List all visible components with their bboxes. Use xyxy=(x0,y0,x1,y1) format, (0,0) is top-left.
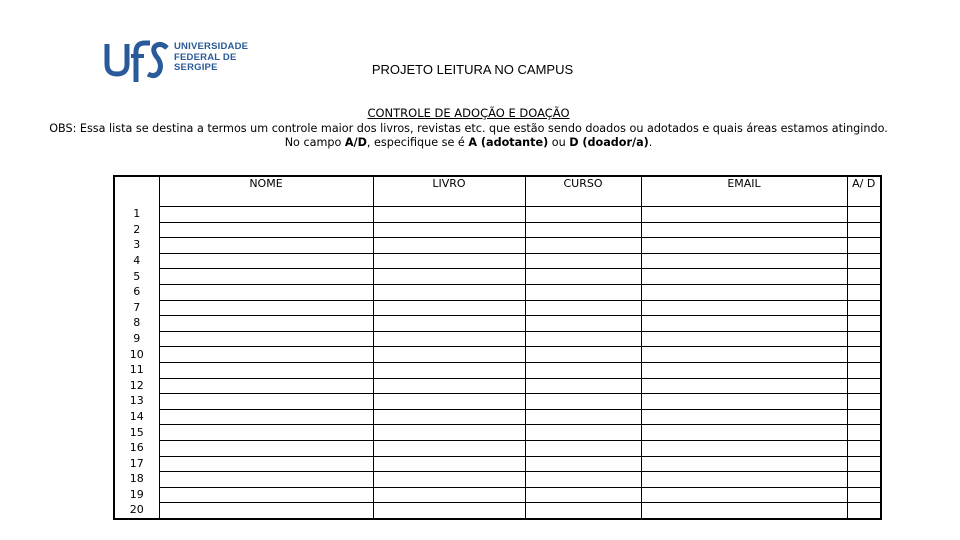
cell-ad[interactable] xyxy=(847,238,881,254)
cell-ad[interactable] xyxy=(847,362,881,378)
row-number: 11 xyxy=(114,362,159,378)
table-row xyxy=(114,222,881,238)
cell-email[interactable] xyxy=(641,362,847,378)
obs-text: ou xyxy=(548,136,570,149)
cell-livro[interactable] xyxy=(373,487,525,503)
cell-livro[interactable] xyxy=(373,347,525,363)
cell-livro[interactable] xyxy=(373,300,525,316)
table-row xyxy=(114,347,881,363)
page-title: PROJETO LEITURA NO CAMPUS xyxy=(371,62,574,77)
cell-curso[interactable] xyxy=(525,269,641,285)
obs-line-2 xyxy=(0,136,937,150)
row-number: 10 xyxy=(114,347,159,363)
cell-email[interactable] xyxy=(641,207,847,223)
observation-note xyxy=(0,122,937,150)
table-row xyxy=(114,472,881,488)
cell-email[interactable] xyxy=(641,425,847,441)
cell-ad[interactable] xyxy=(847,440,881,456)
cell-livro[interactable] xyxy=(373,316,525,332)
cell-ad[interactable] xyxy=(847,487,881,503)
header-email: EMAIL xyxy=(641,176,847,207)
row-number: 17 xyxy=(114,456,159,472)
table-row xyxy=(114,316,881,332)
row-number: 18 xyxy=(114,472,159,488)
cell-curso[interactable] xyxy=(525,362,641,378)
cell-curso[interactable] xyxy=(525,316,641,332)
header-nome: NOME xyxy=(159,176,373,207)
cell-nome[interactable] xyxy=(159,331,373,347)
cell-livro[interactable] xyxy=(373,362,525,378)
cell-curso[interactable] xyxy=(525,487,641,503)
cell-livro[interactable] xyxy=(373,269,525,285)
cell-livro[interactable] xyxy=(373,409,525,425)
header-curso: CURSO xyxy=(525,176,641,207)
table-row xyxy=(114,300,881,316)
obs-text: . xyxy=(648,136,653,149)
logo-line: UNIVERSIDADE xyxy=(174,41,249,52)
cell-nome[interactable] xyxy=(159,472,373,488)
cell-nome[interactable] xyxy=(159,425,373,441)
cell-email[interactable] xyxy=(641,378,847,394)
cell-nome[interactable] xyxy=(159,316,373,332)
cell-curso[interactable] xyxy=(525,472,641,488)
row-number: 2 xyxy=(114,222,159,238)
logo-line: FEDERAL DE xyxy=(174,51,237,63)
cell-ad[interactable] xyxy=(847,331,881,347)
cell-nome[interactable] xyxy=(159,269,373,285)
cell-nome[interactable] xyxy=(159,284,373,300)
cell-curso[interactable] xyxy=(525,440,641,456)
cell-ad[interactable] xyxy=(847,347,881,363)
cell-nome[interactable] xyxy=(159,300,373,316)
cell-ad[interactable] xyxy=(847,394,881,410)
table-row xyxy=(114,394,881,410)
cell-livro[interactable] xyxy=(373,222,525,238)
cell-livro[interactable] xyxy=(373,503,525,519)
cell-nome[interactable] xyxy=(159,378,373,394)
cell-nome[interactable] xyxy=(159,394,373,410)
cell-ad[interactable] xyxy=(847,253,881,269)
cell-livro[interactable] xyxy=(373,472,525,488)
row-number: 15 xyxy=(114,425,159,441)
cell-nome[interactable] xyxy=(159,222,373,238)
row-number: 13 xyxy=(114,394,159,410)
cell-ad[interactable] xyxy=(847,472,881,488)
cell-ad[interactable] xyxy=(847,425,881,441)
cell-email[interactable] xyxy=(641,472,847,488)
cell-email[interactable] xyxy=(641,331,847,347)
cell-curso[interactable] xyxy=(525,222,641,238)
cell-curso[interactable] xyxy=(525,284,641,300)
row-number: 19 xyxy=(114,487,159,503)
cell-livro[interactable] xyxy=(373,456,525,472)
cell-curso[interactable] xyxy=(525,207,641,223)
row-number: 4 xyxy=(114,253,159,269)
obs-field-ad: A/D xyxy=(344,136,367,149)
page-subtitle: CONTROLE DE ADOÇÃO E DOAÇÃO xyxy=(367,106,570,120)
cell-email[interactable] xyxy=(641,487,847,503)
cell-ad[interactable] xyxy=(847,222,881,238)
cell-email[interactable] xyxy=(641,316,847,332)
table-row xyxy=(114,425,881,441)
cell-curso[interactable] xyxy=(525,425,641,441)
header-ad: A/ D xyxy=(847,176,881,207)
table-row xyxy=(114,284,881,300)
cell-ad[interactable] xyxy=(847,207,881,223)
row-number: 7 xyxy=(114,300,159,316)
row-number: 8 xyxy=(114,316,159,332)
cell-livro[interactable] xyxy=(373,331,525,347)
cell-nome[interactable] xyxy=(159,207,373,223)
cell-ad[interactable] xyxy=(847,456,881,472)
cell-livro[interactable] xyxy=(373,238,525,254)
table-row xyxy=(114,487,881,503)
cell-curso[interactable] xyxy=(525,394,641,410)
table-row xyxy=(114,378,881,394)
cell-livro[interactable] xyxy=(373,425,525,441)
cell-ad[interactable] xyxy=(847,300,881,316)
cell-livro[interactable] xyxy=(373,394,525,410)
logo-line: SERGIPE xyxy=(174,62,218,73)
table-row xyxy=(114,207,881,223)
table-row xyxy=(114,253,881,269)
cell-nome[interactable] xyxy=(159,347,373,363)
cell-email[interactable] xyxy=(641,253,847,269)
obs-text: No campo xyxy=(284,136,345,149)
table-row xyxy=(114,269,881,285)
cell-nome[interactable] xyxy=(159,456,373,472)
header-livro: LIVRO xyxy=(373,176,525,207)
cell-ad[interactable] xyxy=(847,503,881,519)
cell-ad[interactable] xyxy=(847,378,881,394)
row-number: 3 xyxy=(114,238,159,254)
header-number xyxy=(114,176,159,207)
cell-nome[interactable] xyxy=(159,409,373,425)
cell-curso[interactable] xyxy=(525,378,641,394)
obs-text: , especifique se é xyxy=(366,136,469,149)
row-number: 20 xyxy=(114,503,159,519)
cell-email[interactable] xyxy=(641,222,847,238)
cell-nome[interactable] xyxy=(159,253,373,269)
cell-curso[interactable] xyxy=(525,347,641,363)
cell-curso[interactable] xyxy=(525,409,641,425)
cell-email[interactable] xyxy=(641,394,847,410)
cell-email[interactable] xyxy=(641,503,847,519)
cell-email[interactable] xyxy=(641,456,847,472)
table-row xyxy=(114,238,881,254)
row-number: 9 xyxy=(114,331,159,347)
cell-nome[interactable] xyxy=(159,487,373,503)
cell-ad[interactable] xyxy=(847,316,881,332)
table-row xyxy=(114,456,881,472)
registration-table xyxy=(113,175,882,520)
cell-email[interactable] xyxy=(641,440,847,456)
obs-option-a: A (adotante) xyxy=(468,136,549,149)
cell-curso[interactable] xyxy=(525,456,641,472)
row-number: 16 xyxy=(114,440,159,456)
table-row xyxy=(114,503,881,519)
cell-livro[interactable] xyxy=(373,378,525,394)
table-row xyxy=(114,409,881,425)
obs-option-d: D (doador/a) xyxy=(569,136,649,149)
cell-curso[interactable] xyxy=(525,253,641,269)
cell-nome[interactable] xyxy=(159,503,373,519)
cell-nome[interactable] xyxy=(159,362,373,378)
cell-nome[interactable] xyxy=(159,440,373,456)
obs-line-1: OBS: Essa lista se destina a termos um controle maior dos livros, revistas etc. que estão sendo doados ou adotados e quais áreas estamos atingindo. xyxy=(49,122,888,135)
cell-livro[interactable] xyxy=(373,284,525,300)
cell-curso[interactable] xyxy=(525,331,641,347)
cell-livro[interactable] xyxy=(373,440,525,456)
cell-email[interactable] xyxy=(641,269,847,285)
cell-livro[interactable] xyxy=(373,253,525,269)
table-row xyxy=(114,331,881,347)
cell-email[interactable] xyxy=(641,409,847,425)
row-number: 14 xyxy=(114,409,159,425)
cell-nome[interactable] xyxy=(159,238,373,254)
table-row xyxy=(114,362,881,378)
cell-ad[interactable] xyxy=(847,284,881,300)
cell-email[interactable] xyxy=(641,238,847,254)
cell-curso[interactable] xyxy=(525,238,641,254)
row-number: 6 xyxy=(114,284,159,300)
cell-livro[interactable] xyxy=(373,207,525,223)
row-number: 1 xyxy=(114,207,159,223)
cell-ad[interactable] xyxy=(847,409,881,425)
cell-curso[interactable] xyxy=(525,300,641,316)
table-row xyxy=(114,440,881,456)
cell-email[interactable] xyxy=(641,347,847,363)
row-number: 12 xyxy=(114,378,159,394)
cell-email[interactable] xyxy=(641,284,847,300)
cell-ad[interactable] xyxy=(847,269,881,285)
cell-curso[interactable] xyxy=(525,503,641,519)
row-number: 5 xyxy=(114,269,159,285)
table-header-row xyxy=(114,176,881,207)
cell-email[interactable] xyxy=(641,300,847,316)
